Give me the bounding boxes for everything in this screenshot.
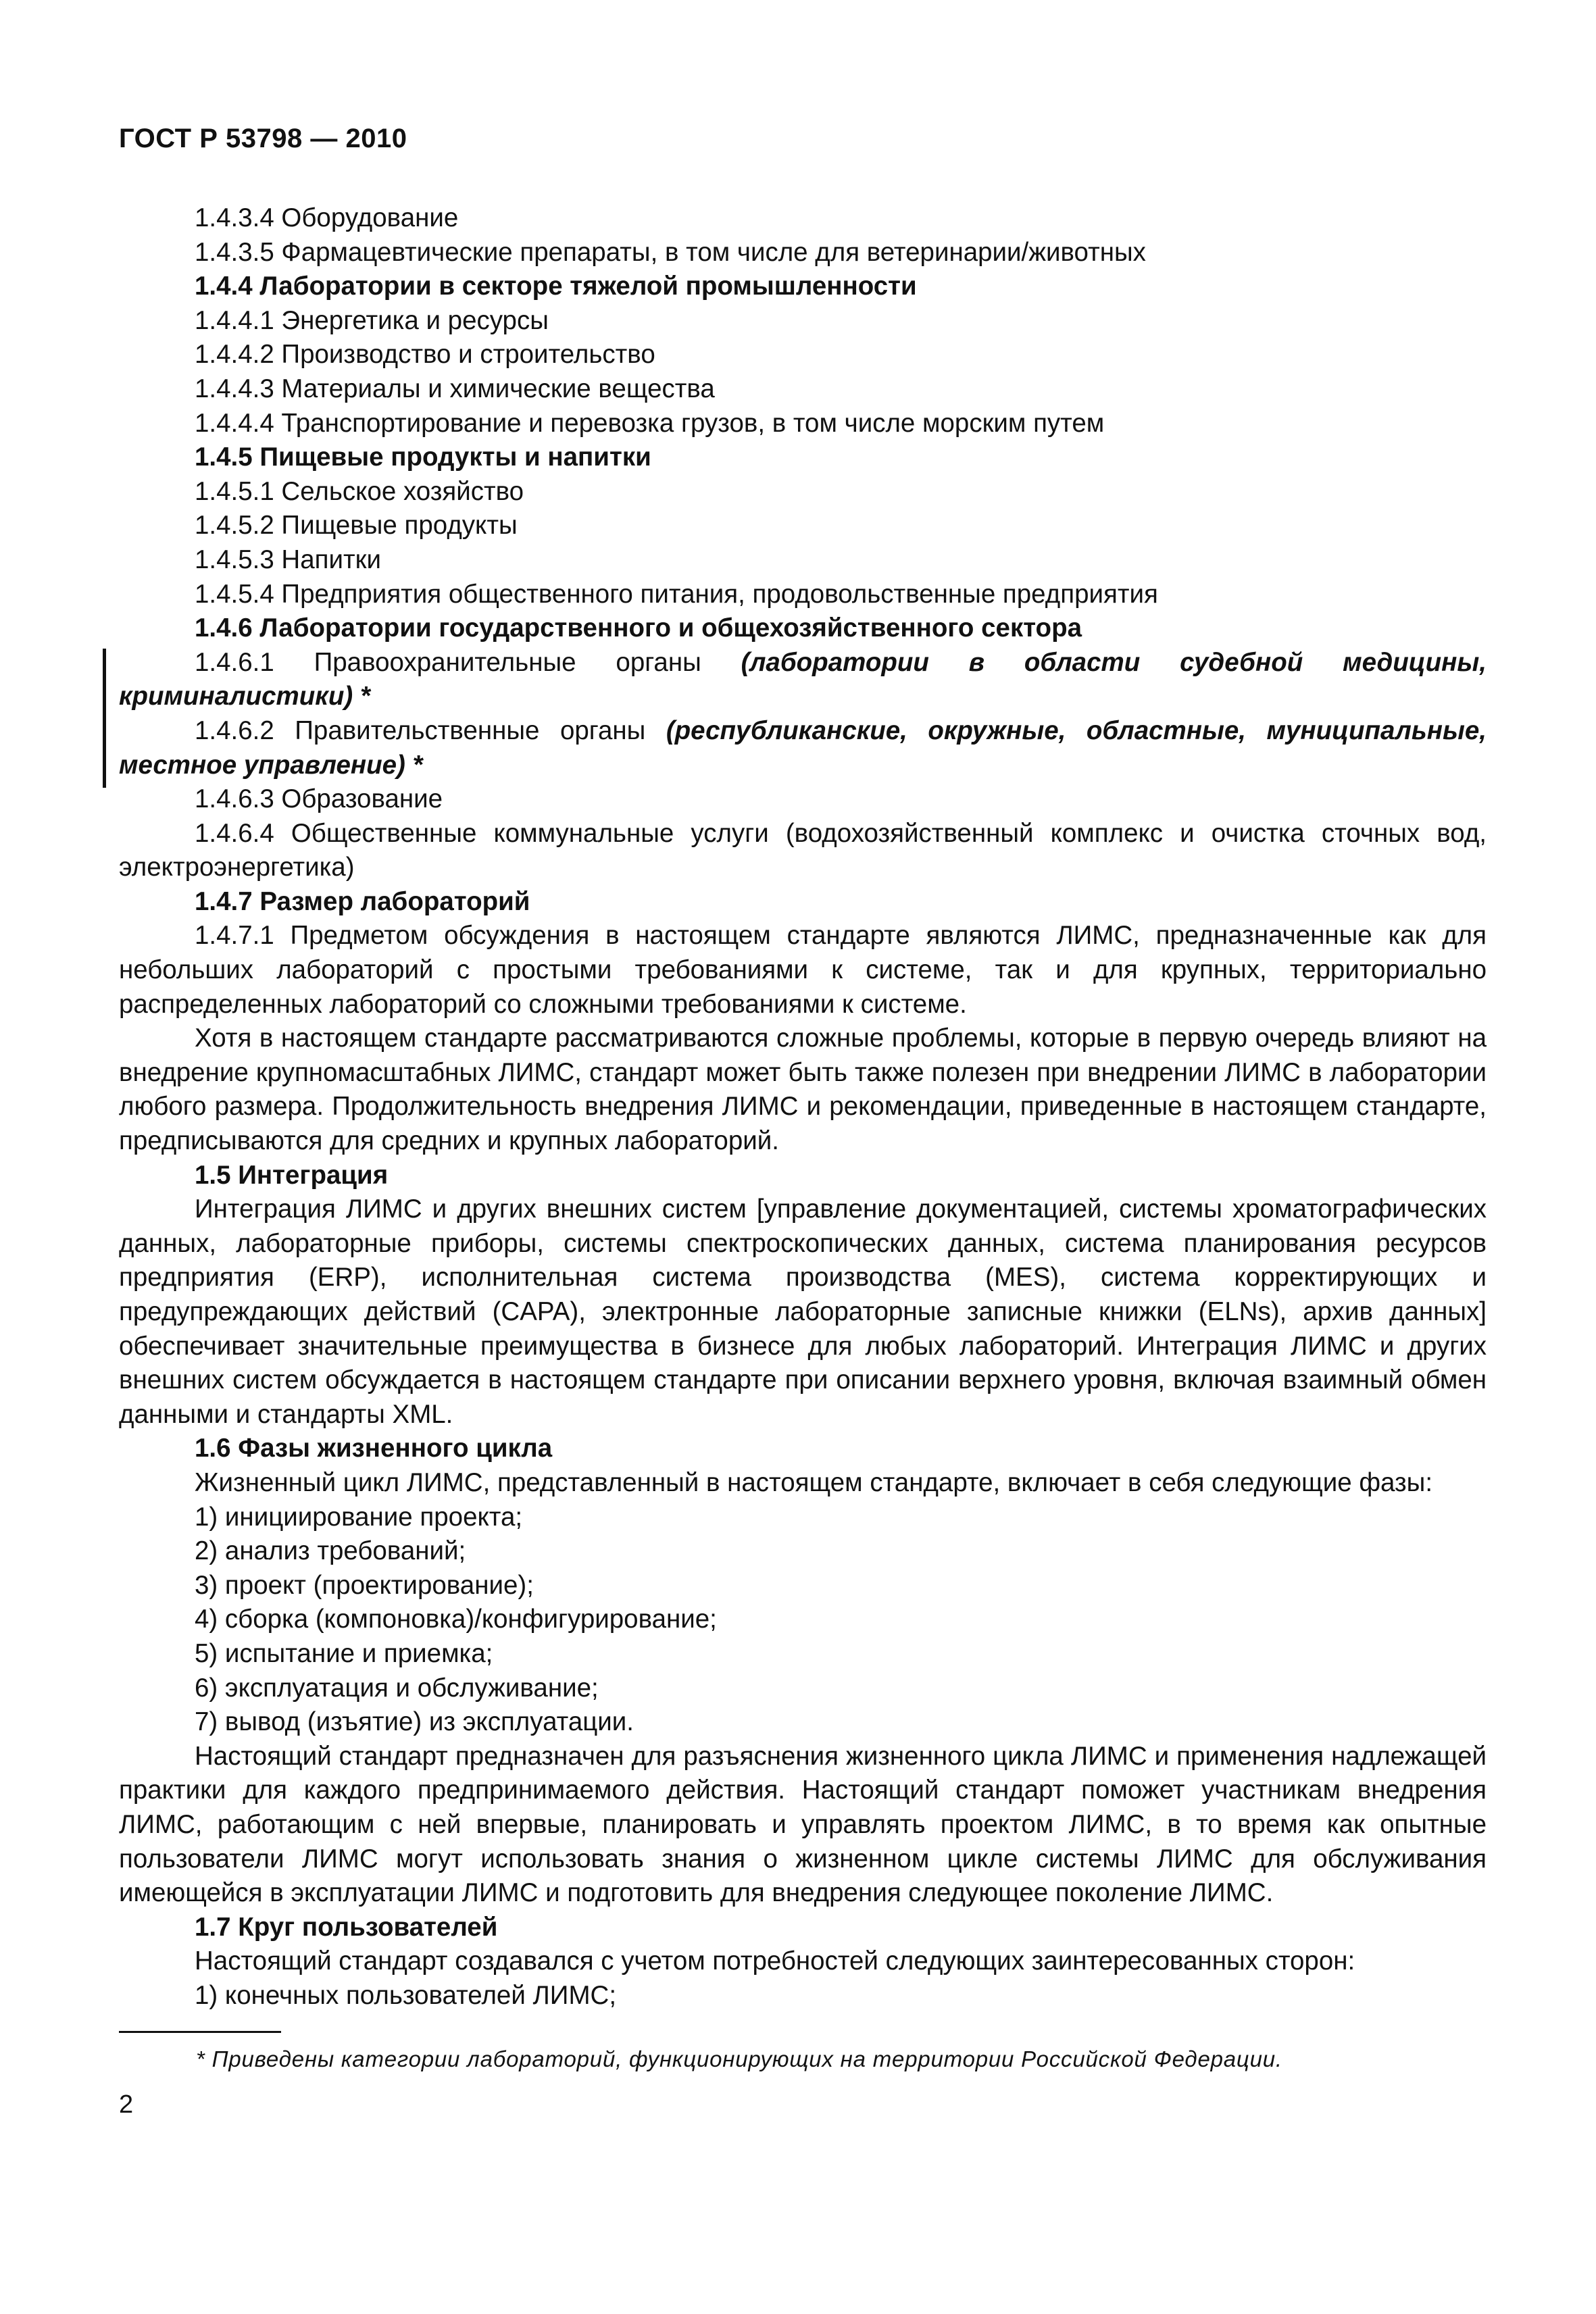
paragraph-text: Жизненный цикл ЛИМС, представленный в настоящем стандарте, включает в себя следующие фазы: — [195, 1467, 1433, 1497]
paragraph-text: 1.4.3.5 Фармацевтические препараты, в том числе для ветеринарии/животных — [195, 237, 1146, 267]
paragraph — [119, 1569, 1487, 1603]
paragraph — [119, 714, 1487, 782]
paragraph-text: 1.4.4.3 Материалы и химические вещества — [195, 374, 715, 403]
paragraph — [119, 1740, 1487, 1911]
document-body — [119, 201, 1487, 2013]
paragraph — [119, 1603, 1487, 1637]
paragraph-text: 1.4.4 Лаборатории в секторе тяжелой промышленности — [195, 272, 917, 301]
section-heading — [119, 1159, 1487, 1193]
section-heading — [119, 270, 1487, 304]
section-heading — [119, 441, 1487, 475]
paragraph — [119, 1192, 1487, 1432]
paragraph-text: Интеграция ЛИМС и других внешних систем [управление документацией, системы хроматографических данных, лабораторные приборы, системы спектроскопических данных, система планирования ресурсов предприятия (ERP), исполнительная система производства (MES), система корректирующих и предупреждающих действий (CAPA), электронные лабораторные записные книжки (ELNs), архив данных] обеспечивает значительные преимущества в бизнесе для любых лабораторий. Интеграция ЛИМС и других внешних систем обсуждается в настоящем стандарте при описании верхнего уровня, включая взаимный обмен данными и стандарты XML. — [119, 1194, 1487, 1429]
section-heading — [119, 1432, 1487, 1466]
paragraph — [119, 919, 1487, 1022]
revision-change-bar — [103, 649, 106, 788]
paragraph-text: 6) эксплуатация и обслуживание; — [195, 1673, 599, 1703]
paragraph-text: Настоящий стандарт предназначен для разъяснения жизненного цикла ЛИМС и применения надлежащей практики для каждого предпринимаемого действия. Настоящий стандарт поможет участникам внедрения ЛИМС, работающим с ней впервые, планировать и управлять проектом ЛИМС, в то время как опытные пользователи ЛИМС могут использовать знания о жизненном цикле системы ЛИМС для обслуживания имеющейся в эксплуатации ЛИМС и подготовить для внедрения следующее поколение ЛИМС. — [119, 1741, 1487, 1908]
paragraph — [119, 543, 1487, 578]
paragraph-text: 1.4.7 Размер лабораторий — [195, 886, 530, 916]
paragraph-text: 1.4.3.4 Оборудование — [195, 203, 459, 232]
paragraph — [119, 782, 1487, 817]
paragraph-text: Хотя в настоящем стандарте рассматриваются сложные проблемы, которые в первую очередь влияют на внедрение крупномасштабных ЛИМС, стандарт может быть также полезен при внедрении ЛИМС в лаборатории любого размера. Продолжительность внедрения ЛИМС и рекомендации, приведенные в настоящем стандарте, предписываются для средних и крупных лабораторий. — [119, 1024, 1487, 1156]
paragraph — [119, 1637, 1487, 1671]
emphasis-text: (лаборатории в области судебной медицины, криминалистики) * — [119, 647, 1487, 711]
paragraph — [119, 1501, 1487, 1535]
page-number: 2 — [119, 2090, 134, 2119]
paragraph — [119, 1671, 1487, 1706]
paragraph-text: 3) проект (проектирование); — [195, 1570, 534, 1600]
paragraph-text: 1.4.4.1 Энергетика и ресурсы — [195, 305, 549, 335]
paragraph — [119, 304, 1487, 338]
paragraph-text: Настоящий стандарт создавался с учетом потребностей следующих заинтересованных сторон: — [195, 1946, 1355, 1976]
paragraph-text: 2) анализ требований; — [195, 1536, 466, 1566]
paragraph — [119, 1944, 1487, 1979]
paragraph-text: 1.4.6.2 Правительственные органы — [195, 715, 666, 745]
footnote-separator — [119, 2031, 281, 2033]
paragraph — [119, 1979, 1487, 2013]
document-header: ГОСТ Р 53798 — 2010 — [119, 124, 407, 153]
paragraph — [119, 338, 1487, 372]
paragraph — [119, 817, 1487, 885]
paragraph-text: 1.4.4.2 Производство и строительство — [195, 340, 655, 370]
paragraph-text: 1.7 Круг пользователей — [195, 1912, 498, 1942]
paragraph — [119, 509, 1487, 543]
paragraph-text: 1.5 Интеграция — [195, 1160, 389, 1190]
footnote: * Приведены категории лабораторий, функционирующих на территории Российской Федерации. — [196, 2046, 1282, 2071]
paragraph-text: 7) вывод (изъятие) из эксплуатации. — [195, 1707, 634, 1737]
paragraph — [119, 646, 1487, 714]
paragraph-text: 1.4.5.2 Пищевые продукты — [195, 511, 518, 540]
paragraph-text: 1) инициирование проекта; — [195, 1502, 523, 1532]
paragraph-text: 4) сборка (компоновка)/конфигурирование; — [195, 1605, 717, 1634]
paragraph-text: 5) испытание и приемка; — [195, 1638, 493, 1668]
section-heading — [119, 611, 1487, 646]
paragraph — [119, 372, 1487, 407]
paragraph-text: 1.4.5.4 Предприятия общественного питания, продовольственные предприятия — [195, 579, 1158, 609]
paragraph-text: 1.4.5 Пищевые продукты и напитки — [195, 443, 651, 472]
paragraph-text: 1.4.7.1 Предметом обсуждения в настоящем стандарте являются ЛИМС, предназначенные как для небольших лабораторий с простыми требованиями к системе, так и для крупных, территориально распределенных лабораторий со сложными требованиями к системе. — [119, 921, 1487, 1019]
emphasis-text: (республиканские, окружные, областные, муниципальные, местное управление) * — [119, 715, 1487, 780]
paragraph-text: 1.4.6 Лаборатории государственного и общехозяйственного сектора — [195, 613, 1082, 643]
paragraph — [119, 1705, 1487, 1740]
section-heading — [119, 885, 1487, 920]
paragraph — [119, 407, 1487, 441]
paragraph — [119, 1022, 1487, 1158]
paragraph — [119, 578, 1487, 612]
paragraph-text: 1.4.6.4 Общественные коммунальные услуги (водохозяйственный комплекс и очистка сточных вод, электроэнергетика) — [119, 818, 1487, 882]
paragraph-text: 1.4.5.3 Напитки — [195, 545, 381, 574]
paragraph — [119, 201, 1487, 236]
paragraph — [119, 475, 1487, 509]
paragraph — [119, 1534, 1487, 1569]
paragraph-text: 1.4.6.1 Правоохранительные органы — [195, 647, 741, 677]
paragraph — [119, 1466, 1487, 1501]
paragraph-text: 1.4.6.3 Образование — [195, 784, 443, 814]
paragraph-text: 1.4.5.1 Сельское хозяйство — [195, 476, 524, 506]
paragraph-text: 1) конечных пользователей ЛИМС; — [195, 1980, 617, 2010]
section-heading — [119, 1911, 1487, 1945]
paragraph — [119, 236, 1487, 270]
paragraph-text: 1.4.4.4 Транспортирование и перевозка грузов, в том числе морским путем — [195, 408, 1105, 438]
paragraph-text: 1.6 Фазы жизненного цикла — [195, 1434, 553, 1463]
